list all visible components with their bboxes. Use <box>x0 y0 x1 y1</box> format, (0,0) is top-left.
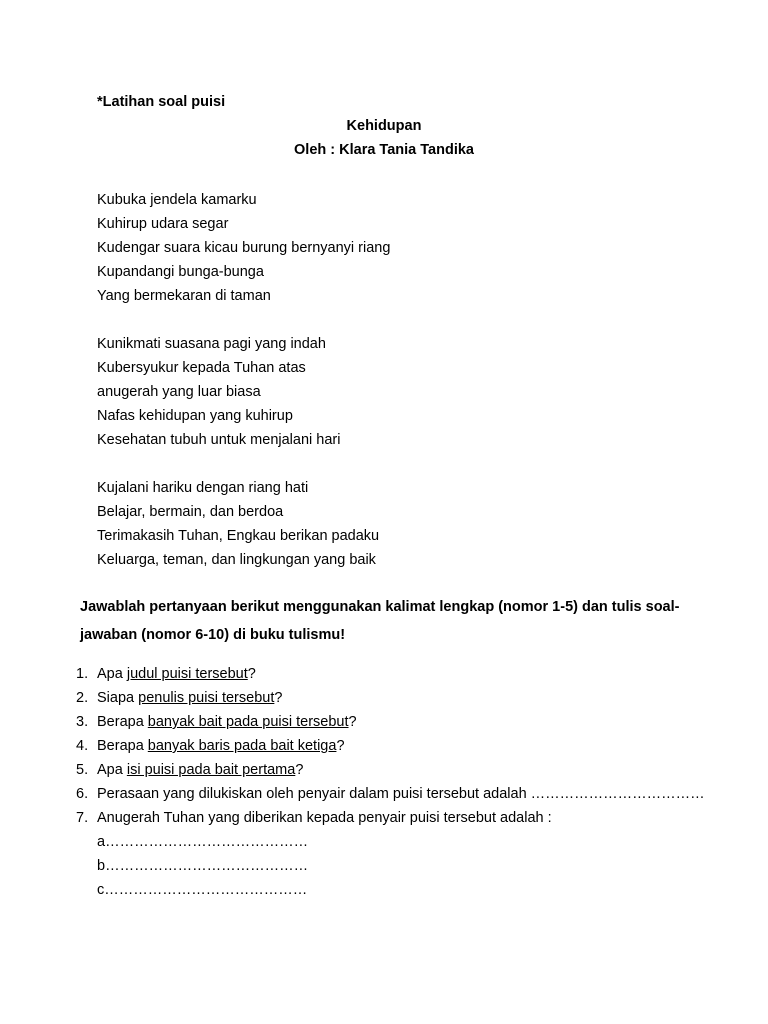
question-item <box>76 806 696 830</box>
answer-line-c: c…………………………………… <box>97 882 308 898</box>
poem-line: Terimakasih Tuhan, Engkau berikan padaku <box>97 528 380 544</box>
question-text: Siapa <box>97 690 139 706</box>
poem-line: Belajar, bermain, dan berdoa <box>97 504 284 520</box>
question-item <box>76 734 696 758</box>
question-underlined-text: banyak bait pada puisi tersebut <box>147 714 349 730</box>
answer-line-a: a…………………………………… <box>97 834 309 850</box>
question-number: 4. <box>76 738 89 754</box>
question-item <box>76 710 696 734</box>
question-text: Berapa <box>97 714 148 730</box>
question-number: 3. <box>76 714 89 730</box>
question-list <box>76 662 705 902</box>
instruction-text <box>80 593 680 649</box>
question-underlined-text: isi puisi pada bait pertama <box>126 762 296 778</box>
question-underlined-text: penulis puisi tersebut <box>138 690 275 706</box>
question-end: ? <box>348 714 357 730</box>
question-number: 6. <box>76 786 89 802</box>
question-item <box>76 782 705 806</box>
poem-line: Keluarga, teman, dan lingkungan yang baik <box>97 552 376 568</box>
poem-line: Kudengar suara kicau burung bernyanyi riang <box>97 240 391 256</box>
question-item <box>76 686 696 710</box>
poem-line: Kesehatan tubuh untuk menjalani hari <box>97 432 341 448</box>
instruction-line-2: jawaban (nomor 6-10) di buku tulismu! <box>80 627 346 643</box>
poem-line: Kunikmati suasana pagi yang indah <box>97 336 326 352</box>
question-number: 5. <box>76 762 89 778</box>
question-end: ? <box>274 690 283 706</box>
poem-line: Kujalani hariku dengan riang hati <box>97 480 309 496</box>
question-text: Apa <box>97 666 127 682</box>
question-end: ? <box>295 762 304 778</box>
poem-stanza-1 <box>97 188 390 308</box>
question-end: ? <box>247 666 256 682</box>
poem-stanza-3 <box>97 476 390 572</box>
question-number: 2. <box>76 690 89 706</box>
answer-line-b: b…………………………………… <box>97 858 309 874</box>
poem-body <box>97 188 390 572</box>
poem-line: Nafas kehidupan yang kuhirup <box>97 408 293 424</box>
poem-line: Kubersyukur kepada Tuhan atas <box>97 360 306 376</box>
question-text: Berapa <box>97 738 148 754</box>
worksheet-heading: *Latihan soal puisi <box>97 94 226 110</box>
poem-line: Kubuka jendela kamarku <box>97 192 257 208</box>
question-number: 7. <box>76 810 89 826</box>
question-text: Anugerah Tuhan yang diberikan kepada penyair puisi tersebut adalah : <box>97 810 552 826</box>
poem-title: Kehidupan <box>346 118 422 134</box>
poem-stanza-2 <box>97 332 390 452</box>
poem-line: Kupandangi bunga-bunga <box>97 264 264 280</box>
question-item <box>76 662 696 686</box>
poem-line: anugerah yang luar biasa <box>97 384 261 400</box>
poem-line: Kuhirup udara segar <box>97 216 229 232</box>
question-text: Perasaan yang dilukiskan oleh penyair dalam puisi tersebut adalah ……………………………… <box>97 786 705 802</box>
question-end: ? <box>336 738 345 754</box>
poem-line: Yang bermekaran di taman <box>97 288 271 304</box>
question-item <box>76 758 696 782</box>
question-underlined-text: banyak baris pada bait ketiga <box>147 738 337 754</box>
instruction-line-1: Jawablah pertanyaan berikut menggunakan kalimat lengkap (nomor 1-5) dan tulis soal- <box>80 599 680 615</box>
question-number: 1. <box>76 666 89 682</box>
poem-author: Oleh : Klara Tania Tandika <box>294 142 474 158</box>
question-text: Apa <box>97 762 127 778</box>
question-underlined-text: judul puisi tersebut <box>126 666 248 682</box>
